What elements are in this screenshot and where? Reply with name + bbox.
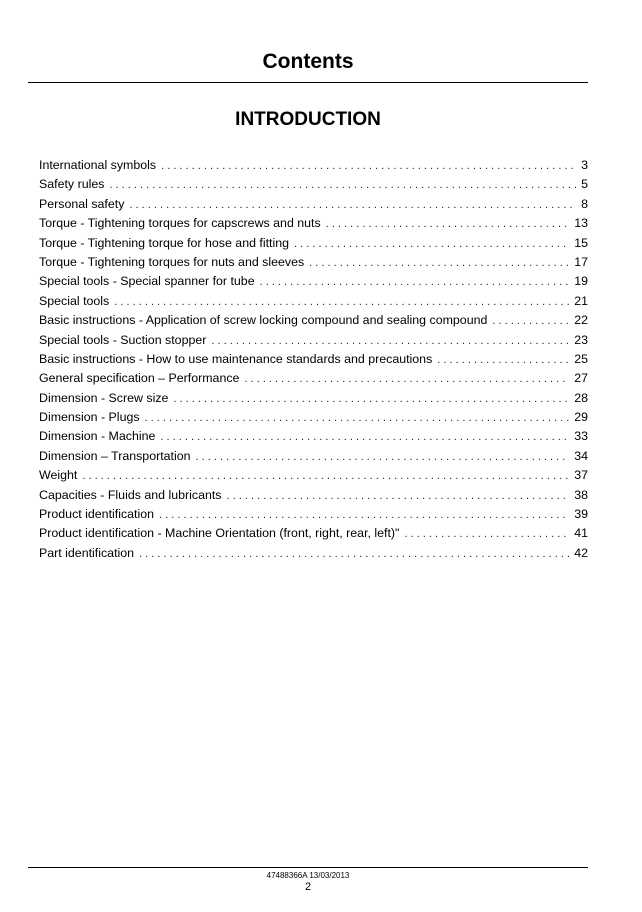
toc-entry-title: Special tools - Special spanner for tube <box>39 274 255 289</box>
toc-entry-title: Personal safety <box>39 196 125 211</box>
toc-entry-title: Dimension – Transportation <box>39 448 191 463</box>
toc-entry-title: Torque - Tightening torques for nuts and sleeves <box>39 254 305 269</box>
toc-dot-leader <box>82 467 569 486</box>
toc-entry-title: Weight <box>39 468 78 483</box>
footer-divider <box>28 867 588 868</box>
toc-entry-title: Part identification <box>39 545 135 560</box>
toc-entry-page: 33 <box>574 429 588 444</box>
toc-entry[interactable] <box>39 466 588 485</box>
section-title: INTRODUCTION <box>235 109 381 130</box>
title-divider <box>28 82 588 83</box>
toc-entry[interactable] <box>39 524 588 543</box>
toc-dot-leader <box>159 506 569 525</box>
toc-entry[interactable] <box>39 214 588 233</box>
toc-entry-page: 38 <box>574 487 588 502</box>
toc-entry-title: Product identification <box>39 507 155 522</box>
toc-dot-leader <box>404 525 569 544</box>
toc-entry-page: 19 <box>574 274 588 289</box>
page-title: Contents <box>262 50 354 73</box>
toc-entry-page: 23 <box>574 332 588 347</box>
toc-entry[interactable] <box>39 253 588 272</box>
toc-dot-leader <box>196 448 570 467</box>
toc-entry-title: Dimension - Machine <box>39 429 156 444</box>
toc-dot-leader <box>294 235 569 254</box>
toc-entry-page: 13 <box>574 216 588 231</box>
toc-entry-title: Special tools - Suction stopper <box>39 332 207 347</box>
toc-entry[interactable] <box>39 350 588 369</box>
toc-dot-leader <box>227 487 570 506</box>
toc-dot-leader <box>244 370 569 389</box>
toc-dot-leader <box>492 312 569 331</box>
toc-entry-page: 22 <box>574 313 588 328</box>
toc-entry[interactable] <box>39 234 588 253</box>
table-of-contents <box>39 156 588 563</box>
toc-dot-leader <box>326 215 570 234</box>
toc-entry-title: Basic instructions - How to use maintenance standards and precautions <box>39 351 433 366</box>
toc-entry-title: Basic instructions - Application of screw locking compound and sealing compound <box>39 313 488 328</box>
toc-entry-page: 5 <box>581 177 588 192</box>
toc-entry-title: Product identification - Machine Orientation (front, right, rear, left)" <box>39 526 400 541</box>
footer-doc-reference: 47488366A 13/03/2013 <box>266 871 350 880</box>
toc-entry-page: 39 <box>574 507 588 522</box>
toc-entry-page: 25 <box>574 351 588 366</box>
toc-dot-leader <box>260 273 570 292</box>
toc-entry[interactable] <box>39 447 588 466</box>
toc-dot-leader <box>129 196 576 215</box>
toc-entry-title: Torque - Tightening torques for capscrews and nuts <box>39 216 321 231</box>
toc-dot-leader <box>114 293 569 312</box>
toc-entry-page: 3 <box>581 158 588 172</box>
toc-entry-page: 17 <box>574 254 588 269</box>
toc-entry[interactable] <box>39 156 588 175</box>
toc-dot-leader <box>145 409 570 428</box>
toc-entry[interactable] <box>39 369 588 388</box>
toc-entry-page: 28 <box>574 390 588 405</box>
toc-dot-leader <box>161 157 576 176</box>
toc-entry[interactable] <box>39 331 588 350</box>
toc-entry-page: 27 <box>574 371 588 386</box>
toc-dot-leader <box>109 176 576 195</box>
toc-entry-title: Capacities - Fluids and lubricants <box>39 487 222 502</box>
toc-entry-title: Dimension - Screw size <box>39 390 169 405</box>
toc-dot-leader <box>309 254 569 273</box>
toc-entry-page: 21 <box>574 293 588 308</box>
toc-entry[interactable] <box>39 292 588 311</box>
toc-entry-page: 41 <box>574 526 588 541</box>
toc-dot-leader <box>160 428 569 447</box>
toc-dot-leader <box>139 545 569 564</box>
toc-entry[interactable] <box>39 272 588 291</box>
toc-dot-leader <box>173 390 569 409</box>
toc-entry[interactable] <box>39 427 588 446</box>
toc-entry[interactable] <box>39 408 588 427</box>
toc-entry-page: 29 <box>574 410 588 425</box>
toc-entry-page: 34 <box>574 448 588 463</box>
toc-entry-title: Dimension - Plugs <box>39 410 140 425</box>
toc-entry[interactable] <box>39 486 588 505</box>
toc-dot-leader <box>437 351 569 370</box>
toc-entry[interactable] <box>39 389 588 408</box>
toc-entry-title: International symbols <box>39 158 157 172</box>
toc-entry[interactable] <box>39 544 588 563</box>
toc-entry-page: 42 <box>574 545 588 560</box>
toc-entry-title: General specification – Performance <box>39 371 240 386</box>
toc-entry-page: 37 <box>574 468 588 483</box>
toc-entry[interactable] <box>39 311 588 330</box>
toc-entry-page: 8 <box>581 196 588 211</box>
toc-entry-title: Safety rules <box>39 177 105 192</box>
toc-entry[interactable] <box>39 195 588 214</box>
toc-entry[interactable] <box>39 175 588 194</box>
toc-entry-page: 15 <box>574 235 588 250</box>
toc-entry-title: Special tools <box>39 293 110 308</box>
toc-entry[interactable] <box>39 505 588 524</box>
footer-page-number: 2 <box>304 881 312 893</box>
toc-dot-leader <box>211 332 569 351</box>
toc-entry-title: Torque - Tightening torque for hose and fitting <box>39 235 290 250</box>
